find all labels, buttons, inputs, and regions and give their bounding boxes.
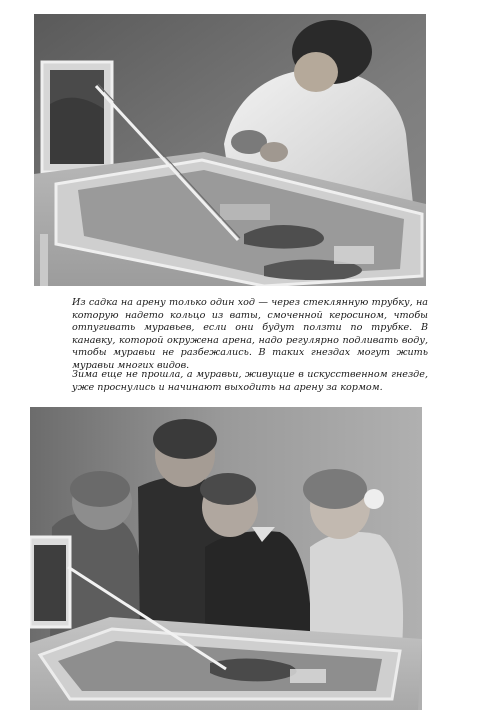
photo-children-watching-ants bbox=[30, 407, 422, 710]
photo-scientist-at-ant-arena bbox=[34, 14, 426, 286]
caption-arena-description: Из садка на арену только один ход — через стеклянную трубку, на которую надето кольцо из ваты, смоченной керосином, чтобы отпугивать муравьев, если они будут ползти по трубке. В канавку, которой окружена арена, надо регулярно подливать воду, чтобы муравьи не разбежались. В таких гнездах могут жить муравьи многих видов. bbox=[72, 297, 428, 371]
caption-winter-ants: Зима еще не прошла, а муравьи, живущие в искусственном гнезде, уже проснулись и начинают выходить на арену за кормом. bbox=[72, 369, 428, 393]
photo-scientist-at-ant-arena-image bbox=[34, 14, 426, 286]
photo-children-watching-ants-image bbox=[30, 407, 422, 710]
